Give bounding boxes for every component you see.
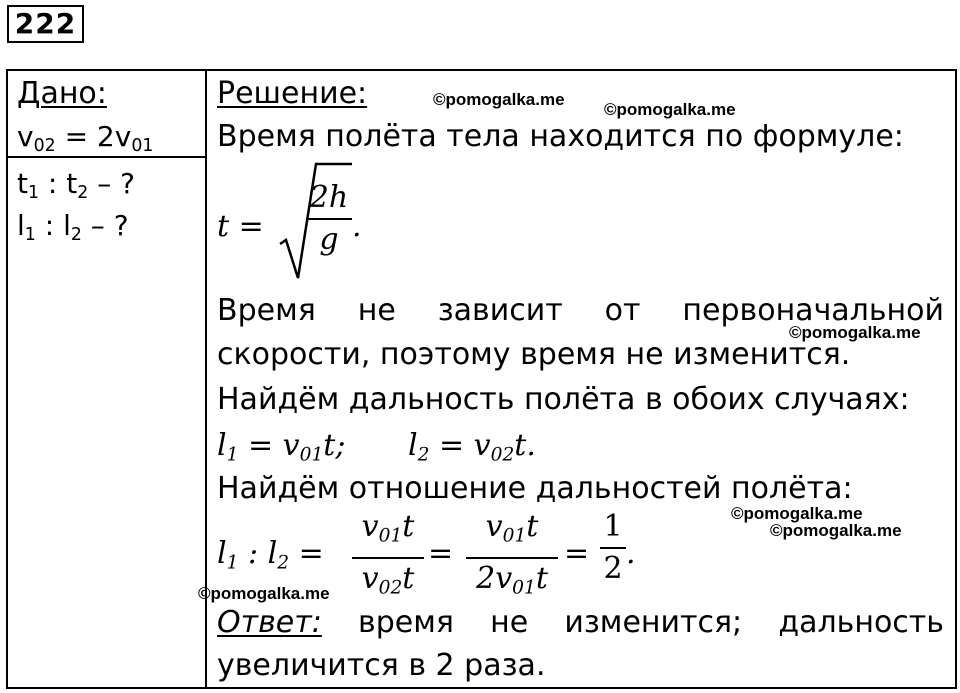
- ratio-equals-1: =: [428, 536, 454, 571]
- solution-heading: Решение:: [217, 76, 368, 111]
- formula-t-tail: .: [352, 209, 362, 244]
- solution-line-3: скорости, поэтому время не изменится.: [217, 337, 851, 372]
- ratio-f3-denominator: 2: [603, 551, 623, 586]
- word: зависит: [437, 293, 563, 328]
- watermark: ©pomogalka.me: [789, 323, 921, 342]
- formula-t-fraction: [306, 180, 352, 258]
- word: дальность: [778, 605, 944, 640]
- ratio-fraction-1: [352, 509, 424, 606]
- word: не: [357, 293, 396, 328]
- find-time-ratio: $t_1$ : $t_2$ – ?: [17, 167, 135, 204]
- solution-line-1: Время полёта тела находится по формуле:: [217, 119, 904, 154]
- solution-line-5: Найдём отношение дальностей полёта:: [217, 471, 853, 506]
- formula-t-lhs: t =: [217, 209, 264, 244]
- problem-number: 222: [7, 5, 84, 43]
- ratio-lhs: $l_1$ : $l_2$ =: [217, 536, 324, 574]
- word: время: [358, 605, 454, 640]
- ratio-fraction-2: [466, 509, 558, 606]
- answer-label: Ответ:: [217, 605, 322, 640]
- find-range-ratio: $l_1$ : $l_2$ – ?: [17, 209, 129, 246]
- ratio-f1-denominator: $v_{02}t$: [361, 560, 415, 599]
- word: первоначальной: [682, 293, 944, 328]
- ratio-tail: .: [626, 536, 636, 571]
- watermark: ©pomogalka.me: [433, 90, 565, 109]
- answer-line-1: [217, 605, 944, 641]
- word: изменится;: [564, 605, 743, 640]
- ratio-f2-numerator: $v_{01}t$: [485, 509, 539, 547]
- word: Время: [217, 293, 316, 328]
- fraction-bar: [306, 218, 352, 220]
- fraction-bar: [466, 557, 558, 559]
- formula-t-numerator: 2h: [309, 180, 349, 215]
- fraction-bar: [600, 547, 626, 549]
- given-condition: $v_{02} = 2v_{01}$: [17, 120, 154, 157]
- ratio-fraction-3: [600, 509, 626, 587]
- answer-line-2: увеличится в 2 раза.: [217, 648, 546, 683]
- given-heading: Дано:: [17, 76, 107, 111]
- fraction-bar: [352, 557, 424, 559]
- ratio-equals-2: =: [564, 536, 590, 571]
- watermark: ©pomogalka.me: [198, 584, 330, 603]
- formula-l2: $l_2 = v_{02}t$.: [408, 428, 536, 466]
- formula-t-denominator: g: [319, 222, 339, 257]
- watermark: ©pomogalka.me: [604, 100, 736, 119]
- watermark: ©pomogalka.me: [770, 521, 902, 540]
- solution-line-4: Найдём дальность полёта в обоих случаях:: [217, 382, 910, 417]
- ratio-f2-denominator: $2v_{01}t$: [476, 560, 548, 599]
- word: не: [490, 605, 529, 640]
- formula-l1: $l_1 = v_{01}t$;: [217, 428, 346, 466]
- ratio-f1-numerator: $v_{01}t$: [361, 509, 415, 547]
- word: от: [604, 293, 641, 328]
- watermark: ©pomogalka.me: [731, 504, 863, 523]
- ratio-f3-numerator: 1: [603, 509, 623, 544]
